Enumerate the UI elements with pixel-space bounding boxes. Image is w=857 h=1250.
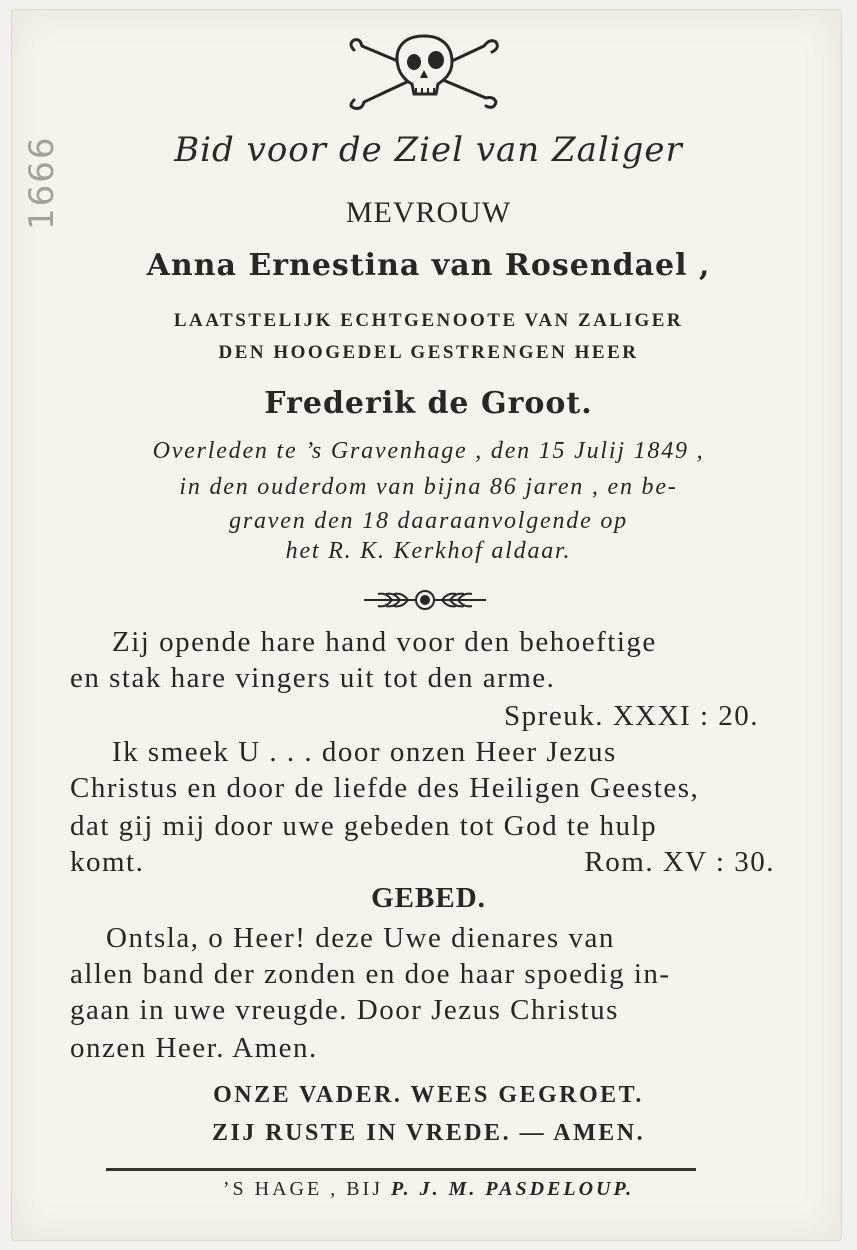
closing-line-2: ZIJ RUSTE IN VREDE. — AMEN. [211, 1120, 646, 1146]
floral-ornament-icon [360, 588, 490, 612]
details-line-1: Overleden te ’s Gravenhage , den 15 Julij 1849 , [152, 438, 705, 464]
verse-2-line-4: komt. [70, 846, 145, 878]
title-mevrouw: MEVROUW [345, 196, 512, 229]
verse-1-reference: Spreuk. XXXI : 20. [504, 700, 759, 732]
closing-line-1: ONZE VADER. WEES GEGROET. [213, 1082, 644, 1108]
script-heading: Bid voor de Ziel van Zaliger [174, 130, 683, 170]
prayer-heading: GEBED. [371, 882, 486, 914]
imprint-printer: P. J. M. PASDELOUP. [390, 1178, 635, 1200]
details-line-3: graven den 18 daaraanvolgende op [229, 508, 628, 534]
deceased-name: Anna Ernestina van Rosendael , [146, 248, 711, 283]
verse-2-line-1: Ik smeek U . . . door onzen Heer Jezus [112, 736, 617, 768]
verse-2-line-3: dat gij mij door uwe gebeden tot God te hulp [70, 810, 658, 842]
skull-crossbones-icon [344, 30, 504, 112]
relation-line-1: LAATSTELIJK ECHTGENOOTE VAN ZALIGER [173, 310, 684, 331]
prayer-line-1: Ontsla, o Heer! deze Uwe dienares van [106, 922, 615, 954]
pencil-number: 1666 [22, 135, 62, 230]
details-line-2: in den ouderdom van bijna 86 jaren , en be- [179, 474, 678, 500]
verse-1-line-2: en stak hare vingers uit tot den arme. [70, 662, 556, 694]
imprint-place: ’S HAGE , BIJ [222, 1178, 391, 1200]
verse-1-line-1: Zij opende hare hand voor den behoeftige [112, 626, 657, 658]
details-line-4: het R. K. Kerkhof aldaar. [285, 538, 572, 564]
prayer-line-4: onzen Heer. Amen. [70, 1032, 318, 1064]
verse-2-line-2: Christus en door de liefde des Heiligen Geestes, [70, 772, 700, 804]
prayer-line-3: gaan in uwe vreugde. Door Jezus Christus [70, 994, 619, 1026]
printer-imprint [0, 1178, 857, 1201]
relation-line-2: DEN HOOGEDEL GESTRENGEN HEER [218, 342, 639, 363]
prayer-line-2: allen band der zonden en doe haar spoedig in- [70, 958, 671, 990]
husband-name: Frederik de Groot. [264, 386, 593, 421]
verse-2-reference: Rom. XV : 30. [584, 846, 775, 878]
divider-rule [106, 1168, 696, 1171]
